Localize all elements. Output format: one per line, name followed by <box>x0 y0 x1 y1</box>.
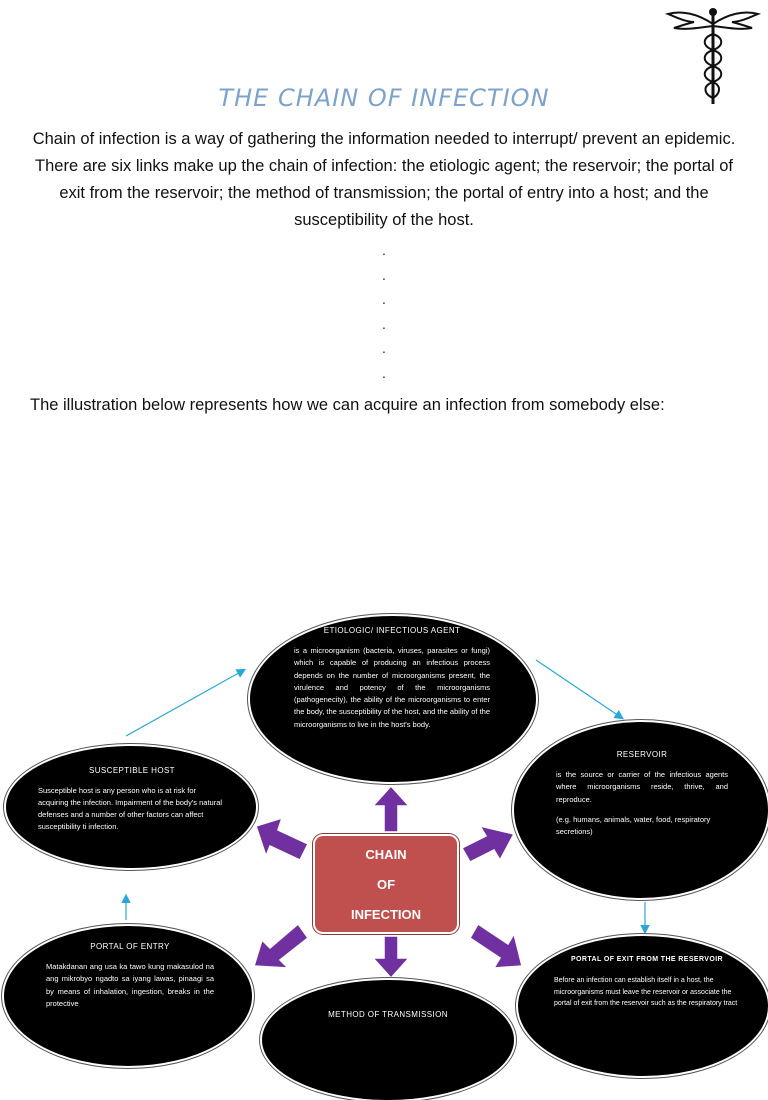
dot: . <box>382 315 386 332</box>
node-title: PORTAL OF ENTRY <box>90 942 170 951</box>
purple-arrow-down <box>373 936 409 978</box>
node-reservoir <box>514 722 768 898</box>
center-line: INFECTION <box>350 907 422 922</box>
node-portal-of-entry <box>4 926 252 1066</box>
node-body: is a microorganism (bacteria, viruses, parasites or fungi) which is capable of producing an infectious process depends on the number of microorganisms present, the virulence and potency of the microorganisms (pathogenecity), the ability of the microorganisms to enter the body, the susceptibility of the host, and the ability of the microorganisms to live in the host's body. <box>294 646 490 729</box>
center-line: OF <box>376 877 396 892</box>
dot: . <box>382 242 386 258</box>
center-chain-of-infection <box>313 834 459 934</box>
node-example: (e.g. humans, animals, water, food, respiratory secretions) <box>556 814 711 837</box>
purple-arrow-lower-right <box>470 924 522 968</box>
dot: . <box>382 291 386 307</box>
node-portal-of-exit <box>518 936 768 1076</box>
connector-host-to-agent <box>126 670 244 736</box>
connector-agent-to-reservoir <box>536 660 622 718</box>
illustration-caption: The illustration below represents how we can acquire an infection from somebody else: <box>30 396 665 414</box>
node-body: Before an infection can establish itself in a host, the microorganisms must leave the reservoir or associate the portal of exit from the reservoir such as the respiratory tract <box>554 977 738 1007</box>
dot: . <box>382 364 386 381</box>
purple-arrow-upper-left <box>256 818 308 860</box>
node-susceptible-host <box>6 746 256 868</box>
dot: . <box>382 266 386 283</box>
purple-arrow-upper-right <box>462 826 514 862</box>
node-title: PORTAL OF EXIT FROM THE RESERVOIR <box>570 956 724 963</box>
node-etiologic-agent <box>250 616 536 782</box>
dot: . <box>382 340 386 356</box>
node-title: METHOD OF TRANSMISSION <box>328 1010 448 1019</box>
purple-arrow-up <box>373 786 409 832</box>
purple-arrow-lower-left <box>254 924 308 968</box>
intro-paragraph: Chain of infection is a way of gathering the information needed to interrupt/ prevent an epidemic. There are six links make up the chain of infection: the etiologic agent; the reservoir; the portal of exit from the reservoir; the method of transmission; the portal of entry into a host; and the susceptibility of the host. <box>32 130 736 229</box>
node-body: Matakdanan ang usa ka tawo kung makasulod na ang mikrobyo ngadto sa iyang lawas, pinaagi sa by means of inhalation, ingestion, breaks in the protective <box>46 962 214 1008</box>
ellipsis-dots <box>0 238 768 385</box>
node-body: Susceptible host is any person who is at risk for acquiring the infection. Impairment of the body's natural defenses and a number of other factors can affect susceptibility ti infection. <box>38 786 223 831</box>
node-body: is the source or carrier of the infectious agents where microorganisms reside, thrive, and reproduce. <box>556 770 728 804</box>
node-title: SUSCEPTIBLE HOST <box>89 766 175 775</box>
node-title: RESERVOIR <box>616 750 668 759</box>
node-method-of-transmission <box>262 980 514 1100</box>
node-title: ETIOLOGIC/ INFECTIOUS AGENT <box>323 626 461 635</box>
center-line: CHAIN <box>365 847 407 862</box>
document-title: THE CHAIN OF INFECTION <box>218 84 550 112</box>
